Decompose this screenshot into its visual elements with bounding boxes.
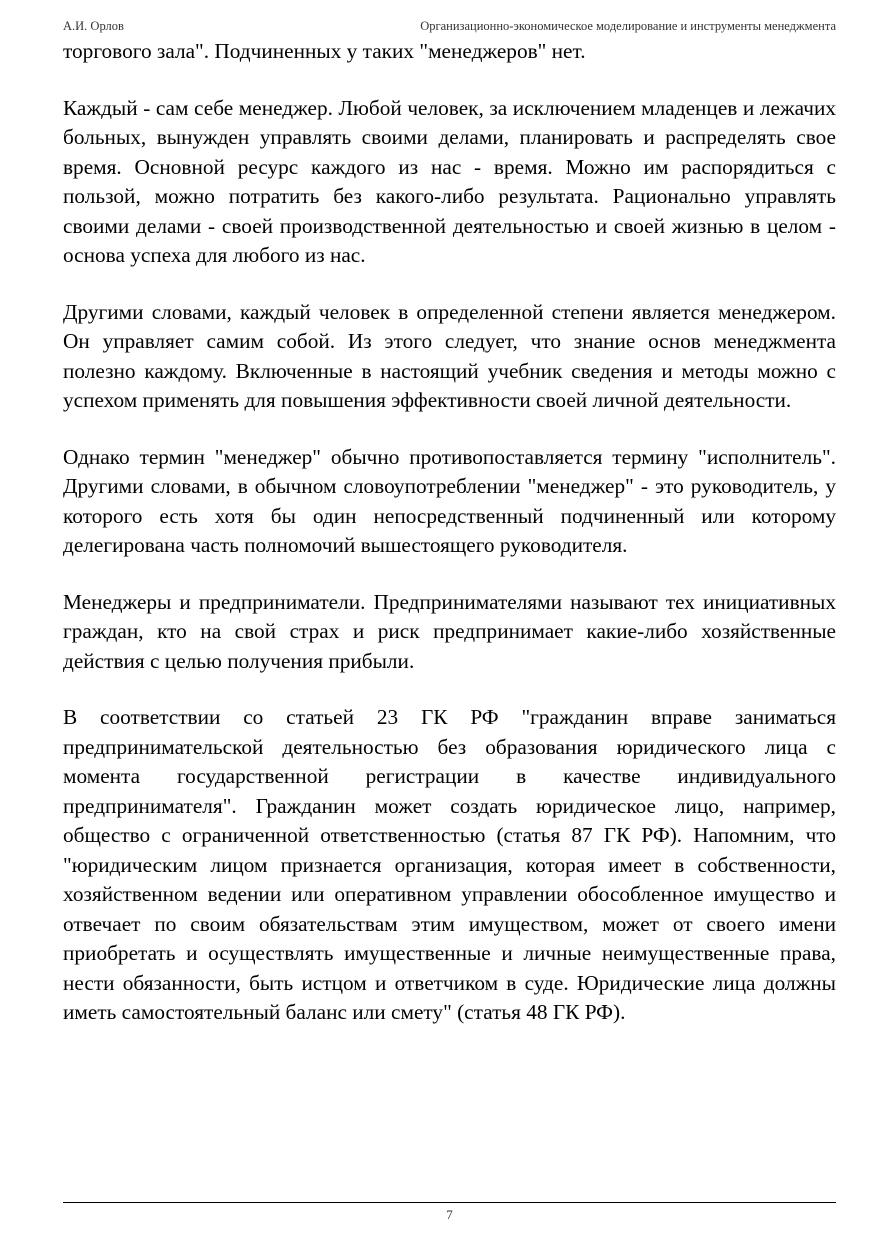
header-book-title: Организационно-экономическое моделирование и инструменты менеджмента <box>420 19 836 33</box>
paragraph-continuation: торгового зала". Подчиненных у таких "менеджеров" нет. <box>63 39 586 63</box>
page-number: 7 <box>446 1207 453 1222</box>
footer-divider <box>63 1202 836 1203</box>
paragraph-in-other-words: Другими словами, каждый человек в определенной степени является менеджером. Он управляет самим собой. Из этого следует, что знание основ менеджмента полезно каждому. Включенные в настоящий учебник сведения и методы можно с успехом применять для повышения эффективности своей личной деятельности. <box>63 299 836 412</box>
paragraph-manager-vs-executor: Однако термин "менеджер" обычно противопоставляется термину "исполнитель". Другими словами, в обычном словоупотреблении "менеджер" - это руководитель, у которого есть хотя бы один непосредственный подчиненный или которому делегирована часть полномочий вышестоящего руководителя. <box>63 444 836 557</box>
paragraph-civil-code: В соответствии со статьей 23 ГК РФ "гражданин вправе заниматься предпринимательской деятельностью без образования юридического лица с момента государственной регистрации в качестве индивидуального предпринимателя". Гражданин может создать юридическое лицо, например, общество с ограниченной ответственностью (статья 87 ГК РФ). Напомним, что "юридическим лицом признается организация, которая имеет в собственности, хозяйственном ведении или оперативном управлении обособленное имущество и отвечает по своим обязательствам этим имуществом, может от своего имени приобретать и осуществлять имущественные и личные неимущественные права, нести обязанности, быть истцом и ответчиком в суде. Юридические лица должны иметь самостоятельный баланс или смету" (статья 48 ГК РФ). <box>63 705 836 1024</box>
body-text <box>63 37 836 1055</box>
document-page <box>63 0 836 1241</box>
paragraph-entrepreneurs: Менеджеры и предприниматели. Предпринимателями называют тех инициативных граждан, кто на свой страх и риск предпринимает какие-либо хозяйственные действия с целью получения прибыли. <box>63 589 836 673</box>
header-author: А.И. Орлов <box>63 19 124 33</box>
running-header <box>63 16 836 36</box>
paragraph-everyone-is-manager: Каждый - сам себе менеджер. Любой человек, за исключением младенцев и лежачих больных, вынужден управлять своими делами, планировать и распределять свое время. Основной ресурс каждого из нас - время. Можно им распорядиться с пользой, можно потратить без какого-либо результата. Рационально управлять своими делами - своей производственной деятельностью и своей жизнью в целом - основа успеха для любого из нас. <box>63 95 836 267</box>
